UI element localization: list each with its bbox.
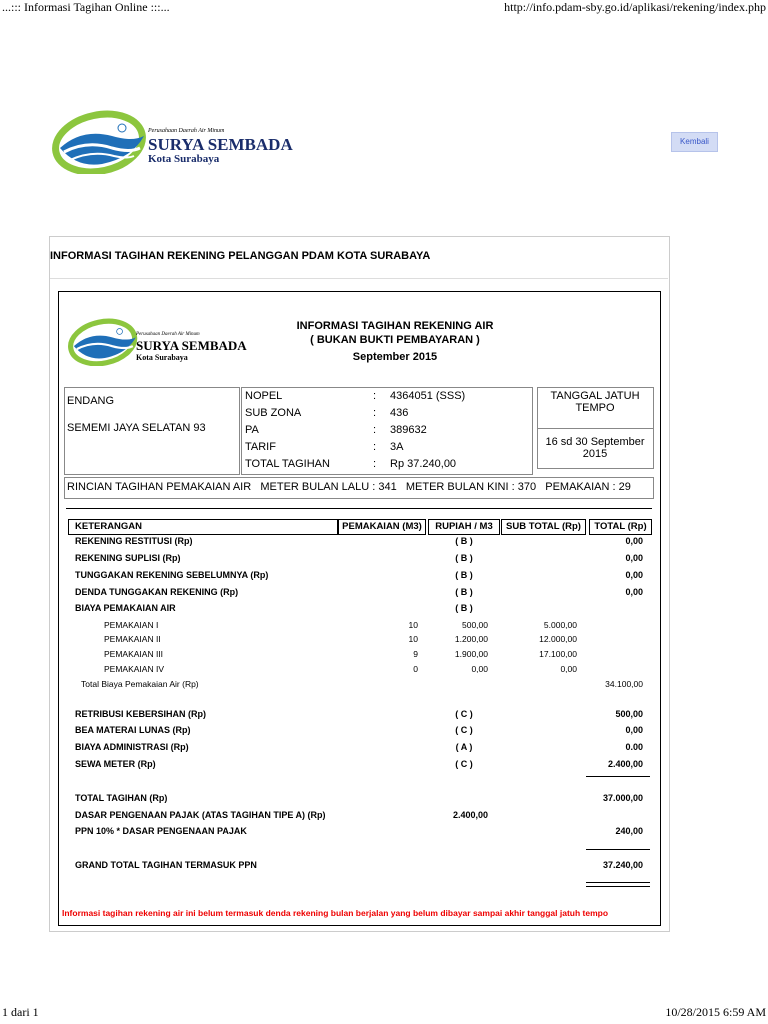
info-label: PA [245, 424, 259, 436]
company-logo [52, 108, 322, 178]
logo-name: SURYA SEMBADA [148, 135, 293, 154]
doc-title: INFORMASI TAGIHAN REKENING AIR [296, 320, 494, 332]
charge-code: ( B ) [455, 570, 473, 580]
tier-subtotal: 5.000,00 [543, 620, 577, 630]
tier-label: PEMAKAIAN II [104, 634, 161, 644]
meter-info: RINCIAN TAGIHAN PEMAKAIAN AIR METER BULAN LALU : 341 METER BULAN KINI : 370 PEMAKAIAN : 29 [67, 481, 631, 493]
invoice-logo [68, 316, 268, 371]
tier-subtotal: 17.100,00 [539, 649, 577, 659]
charge-total: 500,00 [615, 709, 643, 719]
tier-subtotal: 0,00 [560, 664, 577, 674]
charge-total: 2.400,00 [607, 759, 643, 769]
print-footer-page: 1 dari 1 [2, 1005, 39, 1019]
charge-code: ( B ) [455, 536, 473, 546]
charge-code: ( C ) [455, 709, 473, 719]
tier-label: PEMAKAIAN III [104, 649, 164, 659]
grand-total-value: 37.240,00 [602, 860, 643, 870]
back-button[interactable]: Kembali [671, 132, 718, 152]
info-value: 4364051 (SSS) [390, 390, 466, 402]
dpp-label: DASAR PENGENAAN PAJAK (ATAS TAGIHAN TIPE A) (Rp) [75, 810, 326, 820]
tier-label: PEMAKAIAN IV [104, 664, 164, 674]
info-sep: : [373, 407, 377, 419]
info-label: SUB ZONA [245, 407, 302, 419]
customer-name: ENDANG [67, 395, 115, 407]
info-value: 436 [390, 407, 409, 419]
total-label: TOTAL TAGIHAN (Rp) [75, 793, 168, 803]
charge-label: REKENING RESTITUSI (Rp) [75, 536, 193, 546]
customer-address: SEMEMI JAYA SELATAN 93 [67, 422, 206, 434]
table-top-rule [66, 508, 652, 509]
col-keterangan: KETERANGAN [68, 519, 338, 535]
grand-total-label: GRAND TOTAL TAGIHAN TERMASUK PPN [75, 860, 257, 870]
logo-small-text: Perusahaan Daerah Air Minum [148, 128, 225, 134]
logo-city: Kota Surabaya [148, 153, 220, 165]
logo-name: SURYA SEMBADA [136, 338, 247, 353]
info-label: TARIF [245, 441, 276, 453]
charge-total: 0,00 [625, 553, 643, 563]
info-label: NOPEL [245, 390, 283, 402]
info-value: 3A [390, 441, 404, 453]
charge-code: ( C ) [455, 759, 473, 769]
col-subtotal: SUB TOTAL (Rp) [501, 519, 586, 535]
grand-total-rule [586, 849, 650, 850]
info-value: Rp 37.240,00 [390, 458, 457, 470]
ppn-value: 240,00 [615, 826, 643, 836]
ppn-label: PPN 10% * DASAR PENGENAAN PAJAK [75, 826, 247, 836]
doc-subtitle: ( BUKAN BUKTI PEMBAYARAN ) [310, 334, 480, 346]
title-divider [50, 278, 668, 279]
info-value: 389632 [390, 424, 427, 436]
col-pemakaian: PEMAKAIAN (M3) [338, 519, 426, 535]
charge-label: TUNGGAKAN REKENING SEBELUMNYA (Rp) [75, 570, 269, 580]
tier-rate: 0,00 [471, 664, 488, 674]
tier-label: PEMAKAIAN I [104, 620, 159, 630]
tier-m3: 9 [413, 649, 418, 659]
double-rule-top [586, 882, 650, 883]
charge-total: 0,00 [625, 536, 643, 546]
charge-label: BIAYA PEMAKAIAN AIR [75, 603, 176, 613]
info-sep: : [373, 424, 377, 436]
page-title: INFORMASI TAGIHAN REKENING PELANGGAN PDAM KOTA SURABAYA [50, 250, 431, 262]
charge-total: 0,00 [625, 725, 643, 735]
charge-total: 0,00 [625, 587, 643, 597]
info-sep: : [373, 458, 377, 470]
print-footer-datetime: 10/28/2015 6:59 AM [665, 1005, 766, 1019]
subtotal-rule [586, 776, 650, 777]
logo-small-text: Perusahaan Daerah Air Minum [136, 332, 200, 337]
info-sep: : [373, 441, 377, 453]
print-header-url: http://info.pdam-sby.go.id/aplikasi/rekening/index.php [504, 0, 766, 14]
col-total: TOTAL (Rp) [589, 519, 652, 535]
tier-m3: 10 [408, 634, 418, 644]
charge-label: RETRIBUSI KEBERSIHAN (Rp) [75, 709, 207, 719]
charge-label: BEA MATERAI LUNAS (Rp) [75, 725, 191, 735]
tier-m3: 10 [408, 620, 418, 630]
charge-total: 0.00 [625, 742, 643, 752]
tier-rate: 500,00 [462, 620, 488, 630]
charge-code: ( B ) [455, 587, 473, 597]
total-value: 37.000,00 [602, 793, 643, 803]
charge-label: SEWA METER (Rp) [75, 759, 156, 769]
tier-rate: 1.200,00 [454, 634, 488, 644]
usage-total-value: 34.100,00 [605, 679, 643, 689]
tier-m3: 0 [413, 664, 418, 674]
dpp-value: 2.400,00 [452, 810, 488, 820]
info-sep: : [373, 390, 377, 402]
usage-total-label: Total Biaya Pemakaian Air (Rp) [81, 679, 199, 689]
disclaimer-note: Informasi tagihan rekening air ini belum termasuk denda rekening bulan berjalan yang belum dibayar sampai akhir tanggal jatuh tempo [62, 908, 609, 918]
tier-subtotal: 12.000,00 [539, 634, 577, 644]
doc-period: September 2015 [352, 351, 438, 363]
charge-code: ( A ) [455, 742, 473, 752]
charge-label: DENDA TUNGGAKAN REKENING (Rp) [75, 587, 239, 597]
col-rupiah-m3: RUPIAH / M3 [428, 519, 500, 535]
charge-label: BIAYA ADMINISTRASI (Rp) [75, 742, 189, 752]
charge-total: 0,00 [625, 570, 643, 580]
tier-rate: 1.900,00 [454, 649, 488, 659]
info-label: TOTAL TAGIHAN [245, 458, 330, 470]
water-logo-icon [52, 108, 147, 174]
due-date-divider [537, 428, 653, 429]
print-header-title: ...::: Informasi Tagihan Online :::... [2, 0, 170, 14]
double-rule-bottom [586, 886, 650, 887]
charge-label: REKENING SUPLISI (Rp) [75, 553, 181, 563]
water-logo-icon [68, 316, 138, 366]
charge-code: ( B ) [455, 553, 473, 563]
logo-city: Kota Surabaya [136, 353, 188, 362]
charge-code: ( B ) [455, 603, 473, 613]
due-date-value: 16 sd 30 September 2015 [545, 436, 645, 460]
due-date-label: TANGGAL JATUH TEMPO [550, 390, 640, 414]
charge-code: ( C ) [455, 725, 473, 735]
